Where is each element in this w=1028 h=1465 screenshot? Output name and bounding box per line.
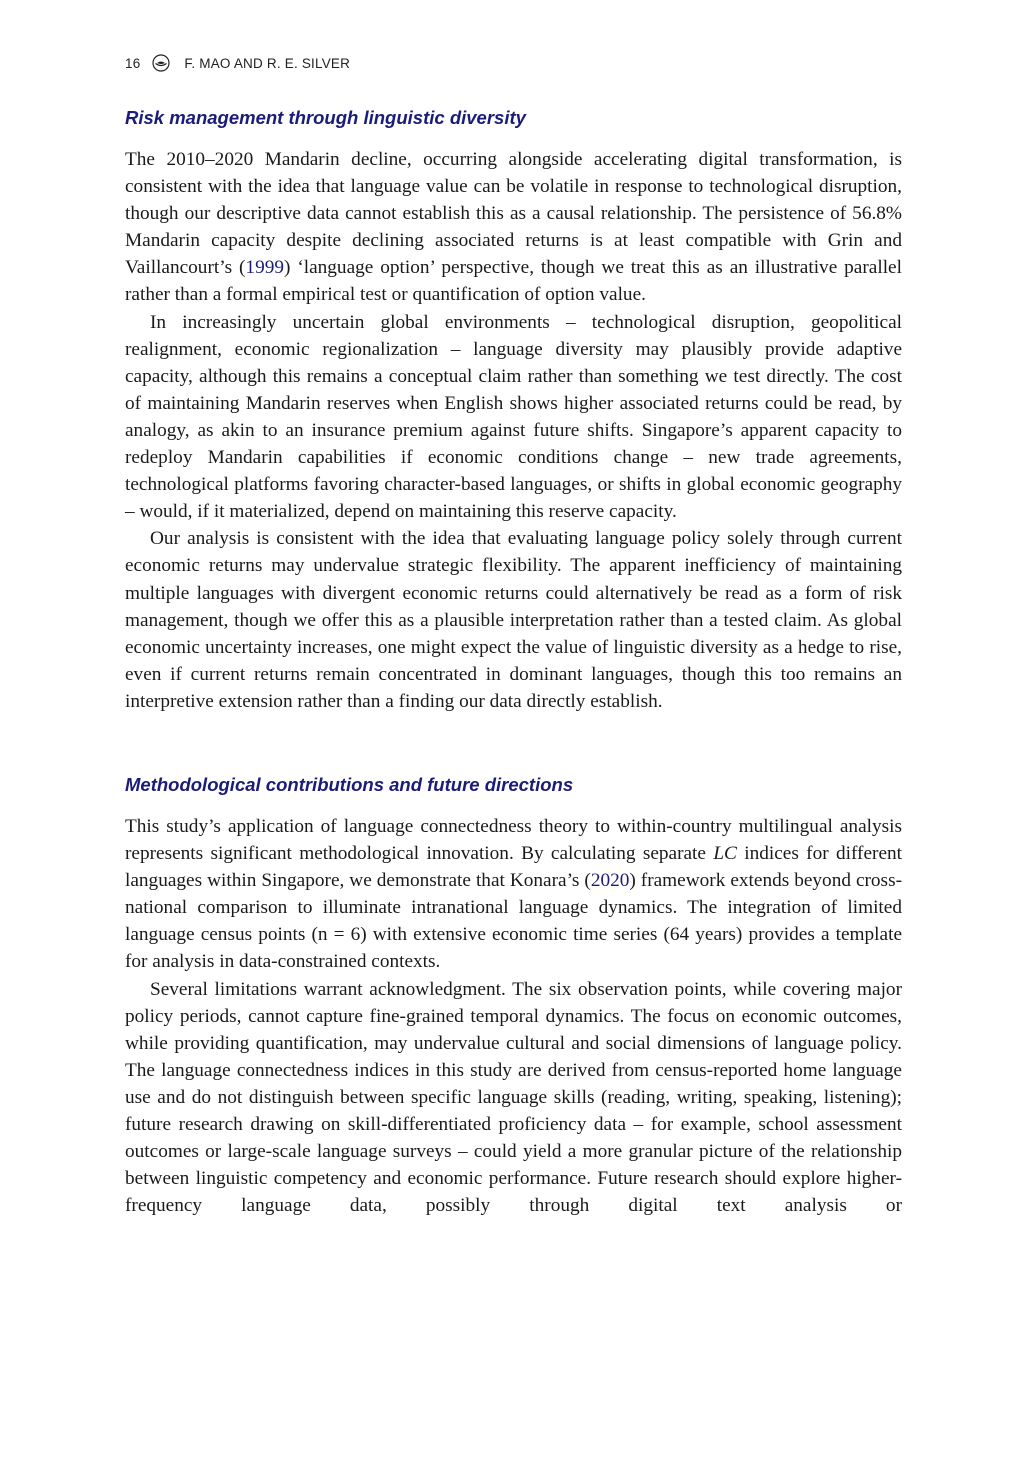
- lc-term: LC: [713, 843, 737, 865]
- paragraph-text: indices for different languages within Singapore, we demonstrate that Konara’s (: [125, 843, 903, 892]
- citation-link[interactable]: 2020: [590, 870, 630, 892]
- paragraph: In increasingly uncertain global environments – technological disruption, geopolitical realignment, economic regionalization – language diversity may plausibly provide adaptive capacity, although this remains a conceptual claim rather than something we test directly. The cost of maintaining Mandarin reserves when English shows higher associated returns could be read, by analogy, as akin to an insurance premium against future shifts. Singapore’s apparent capacity to redeploy Mandarin capabilities if economic conditions change – new trade agreements, technological platforms favoring character-based languages, or shifts in global economic geography – would, if it materialized, depend on maintaining this reserve capacity.: [125, 311, 902, 523]
- paragraph-text: The 2010–2020 Mandarin decline, occurring alongside accelerating digital transformation, is consistent with the idea that language value can be volatile in response to technological disruption, though our descriptive data cannot establish this as a causal relationship. The persistence of 56.8% Mandarin capacity despite declining associated returns is at least compatible with Grin and Vaillancourt’s (: [125, 149, 902, 279]
- paragraph: [125, 146, 902, 309]
- section-heading: Risk management through linguistic diversity: [125, 107, 526, 128]
- page: [125, 52, 902, 1219]
- section-heading: Methodological contributions and future directions: [125, 773, 574, 795]
- paragraph-text: ) framework extends beyond cross-national comparison to illuminate intranational language dynamics. The integration of limited language census points (n = 6) with extensive economic time series (64 years) provides a template for analysis in data-constrained contexts.: [125, 870, 902, 973]
- citation-link[interactable]: 1999: [245, 257, 284, 279]
- running-head: [125, 52, 902, 74]
- journal-logo-icon: [152, 54, 170, 72]
- paragraph: Our analysis is consistent with the idea that evaluating language policy solely through current economic returns may undervalue strategic flexibility. The apparent inefficiency of maintaining multiple languages with divergent economic returns could alternatively be read as a form of risk management, though we offer this as a plausible interpretation rather than a tested claim. As global economic uncertainty increases, one might expect the value of linguistic diversity as a hedge to rise, even if current returns remain concentrated in dominant languages, though this too remains an interpretive extension rather than a finding our data directly establish.: [125, 528, 902, 712]
- paragraph: [125, 813, 902, 976]
- paragraph-text: ) ‘language option’ perspective, though we treat this as an illustrative parallel rather than a formal empirical test or quantification of option value.: [125, 257, 902, 306]
- paragraph-text: This study’s application of language connectedness theory to within-country multilingual analysis represents significant methodological innovation. By calculating separate: [125, 815, 902, 865]
- paragraph: Several limitations warrant acknowledgment. The six observation points, while covering major policy periods, cannot capture fine-grained temporal dynamics. The focus on economic outcomes, while providing quantification, may undervalue cultural and social dimensions of language policy. The language connectedness indices in this study are derived from census-reported home language use and do not distinguish between specific language skills (reading, writing, speaking, listening); future research drawing on skill-differentiated proficiency data – for example, school assessment outcomes or large-scale language surveys – could yield a more granular picture of the relationship between linguistic competency and economic performance. Future research should explore higher-frequency language data, possibly through digital text analysis or: [125, 978, 902, 1217]
- page-number: 16: [125, 55, 141, 71]
- running-head-authors: F. MAO AND R. E. SILVER: [184, 55, 351, 71]
